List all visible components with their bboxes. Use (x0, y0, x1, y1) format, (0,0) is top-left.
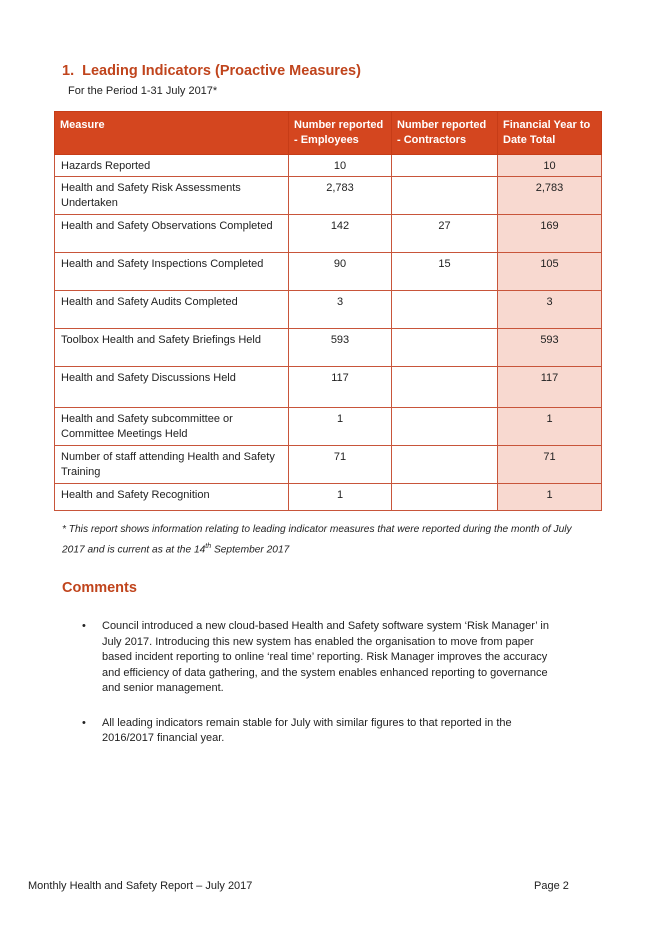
contractors-cell: 27 (392, 215, 498, 253)
header-measure: Measure (55, 112, 289, 155)
total-cell: 105 (498, 253, 602, 291)
footnote-text: * This report shows information relating to leading indicator measures that were reported during the month of July 2017 and is current as at the 14 (62, 524, 572, 555)
table-footnote (62, 522, 582, 558)
comments-list (82, 619, 552, 766)
contractors-cell: 15 (392, 253, 498, 291)
section-title-text: Leading Indicators (Proactive Measures) (82, 63, 361, 79)
contractors-cell (392, 484, 498, 511)
table-row (55, 215, 602, 253)
table-header-row (55, 112, 602, 155)
comments-title: Comments (62, 580, 137, 596)
total-cell: 10 (498, 155, 602, 177)
measure-cell: Health and Safety Observations Completed (55, 215, 289, 253)
measure-cell: Hazards Reported (55, 155, 289, 177)
total-cell: 2,783 (498, 177, 602, 215)
footnote-text-end: September 2017 (211, 543, 290, 555)
table-row (55, 408, 602, 446)
contractors-cell (392, 155, 498, 177)
measure-cell: Health and Safety Audits Completed (55, 291, 289, 329)
list-item (82, 619, 552, 697)
total-cell: 3 (498, 291, 602, 329)
employees-cell: 3 (289, 291, 392, 329)
header-ytd-total: Financial Year to Date Total (498, 112, 602, 155)
report-period: For the Period 1-31 July 2017* (68, 85, 218, 97)
table-row (55, 155, 602, 177)
contractors-cell (392, 367, 498, 408)
table-row (55, 177, 602, 215)
employees-cell: 142 (289, 215, 392, 253)
table-row (55, 329, 602, 367)
comment-text: Council introduced a new cloud-based Health and Safety software system ‘Risk Manager’ in July 2017. Introducing this new system has enabled the organisation to move from paper based incident reporting to online ‘real time’ reporting. Risk Manager improves the accuracy and efficiency of data gathering, and the system enables enhanced reporting to governance and senior management. (102, 620, 549, 694)
footnote-superscript: th (205, 542, 212, 550)
total-cell: 1 (498, 484, 602, 511)
contractors-cell (392, 177, 498, 215)
table-row (55, 291, 602, 329)
comment-text: All leading indicators remain stable for July with similar figures to that reported in the 2016/2017 financial year. (102, 716, 512, 744)
measure-cell: Number of staff attending Health and Safety Training (55, 446, 289, 484)
measure-cell: Health and Safety Risk Assessments Undertaken (55, 177, 289, 215)
header-contractors: Number reported - Contractors (392, 112, 498, 155)
footer-page-number: Page 2 (534, 880, 569, 892)
bullet-icon: • (82, 716, 86, 729)
total-cell: 71 (498, 446, 602, 484)
bullet-icon: • (82, 620, 86, 632)
employees-cell: 2,783 (289, 177, 392, 215)
employees-cell: 117 (289, 367, 392, 408)
total-cell: 169 (498, 215, 602, 253)
contractors-cell (392, 446, 498, 484)
measure-cell: Health and Safety Inspections Completed (55, 253, 289, 291)
employees-cell: 1 (289, 484, 392, 511)
list-item (82, 716, 552, 747)
measure-cell: Health and Safety subcommittee or Committee Meetings Held (55, 408, 289, 446)
footer-report-title: Monthly Health and Safety Report – July 2017 (28, 880, 253, 892)
contractors-cell (392, 408, 498, 446)
employees-cell: 90 (289, 253, 392, 291)
employees-cell: 593 (289, 329, 392, 367)
section-number: 1. (62, 63, 75, 79)
total-cell: 1 (498, 408, 602, 446)
employees-cell: 10 (289, 155, 392, 177)
table-row (55, 484, 602, 511)
measure-cell: Toolbox Health and Safety Briefings Held (55, 329, 289, 367)
leading-indicators-table (54, 111, 602, 511)
header-employees: Number reported - Employees (289, 112, 392, 155)
table-row (55, 446, 602, 484)
total-cell: 117 (498, 367, 602, 408)
employees-cell: 1 (289, 408, 392, 446)
total-cell: 593 (498, 329, 602, 367)
employees-cell: 71 (289, 446, 392, 484)
measure-cell: Health and Safety Recognition (55, 484, 289, 511)
section-title (62, 63, 361, 79)
table-row (55, 367, 602, 408)
table-row (55, 253, 602, 291)
contractors-cell (392, 291, 498, 329)
measure-cell: Health and Safety Discussions Held (55, 367, 289, 408)
contractors-cell (392, 329, 498, 367)
